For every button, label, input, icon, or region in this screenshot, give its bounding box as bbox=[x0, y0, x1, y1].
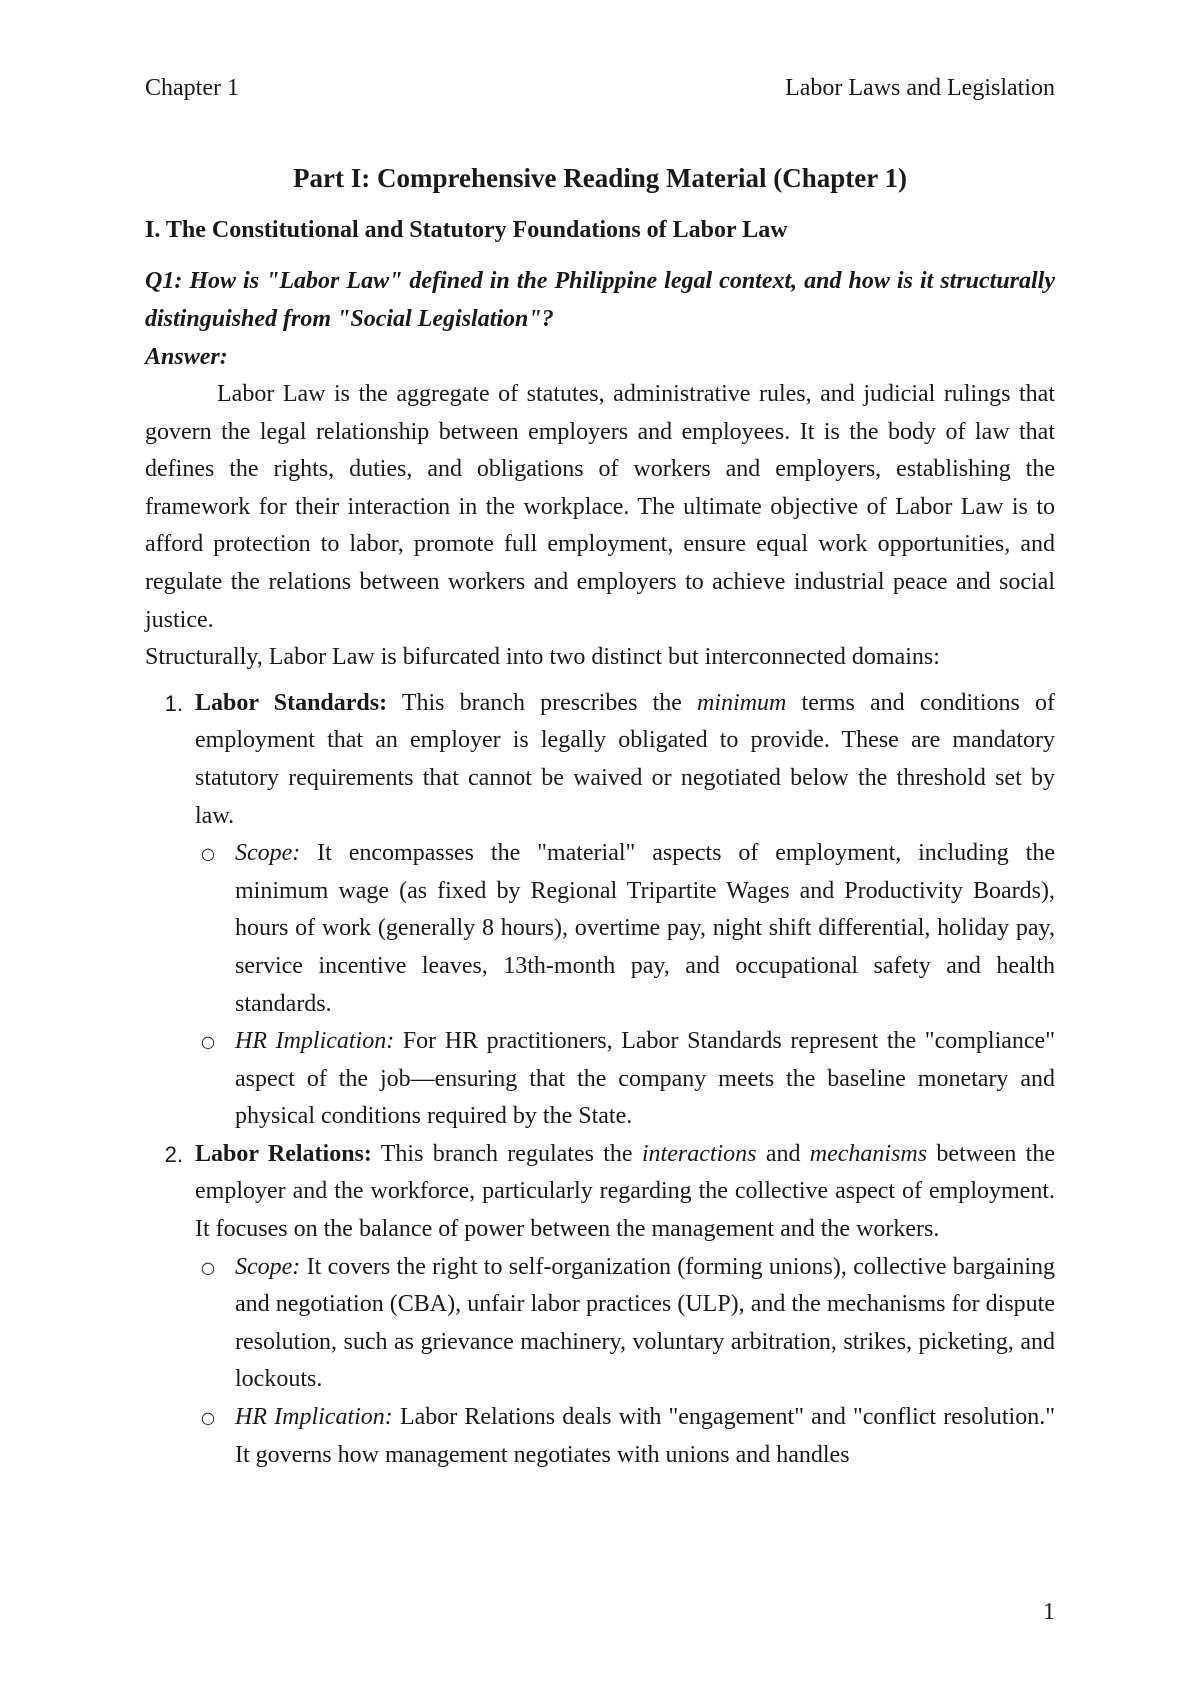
text-run: terms and conditions of employment that an employer is legally obligated to provide. These are mandatory statutory requirements that cannot be waived or negotiated below the threshold set by law. bbox=[195, 689, 1055, 829]
term-label: Labor Standards: bbox=[195, 689, 388, 716]
part-title: Part I: Comprehensive Reading Material (Chapter 1) bbox=[293, 163, 907, 193]
structure-intro: Structurally, Labor Law is bifurcated into two distinct but interconnected domains: bbox=[145, 644, 940, 671]
text-run: between the employer and the workforce, particularly regarding the collective aspect of employment. It focuses on the balance of power between the management and the workers. bbox=[195, 1140, 1055, 1243]
list-number: 1. bbox=[164, 690, 183, 716]
text-run: This branch regulates the bbox=[371, 1140, 642, 1167]
emphasis: minimum bbox=[697, 689, 787, 716]
sub-item-hr-implication bbox=[195, 1023, 1055, 1136]
running-header bbox=[145, 72, 1055, 104]
sub-label: Scope: bbox=[235, 1253, 301, 1280]
sub-label: HR Implication: bbox=[235, 1404, 393, 1431]
sub-item-scope bbox=[195, 835, 1055, 1023]
answer-paragraph: Labor Law is the aggregate of statutes, administrative rules, and judicial rulings that govern the legal relationship between employers and employees. It is the body of law that defines the rights, duties, and obligations of workers and employers, establishing the framework for their interaction in the workplace. The ultimate objective of Labor Law is to afford protection to labor, promote full employment, ensure equal work opportunities, and regulate the relations between workers and employers to achieve industrial peace and social justice. bbox=[145, 381, 1055, 633]
hollow-bullet-icon: ○ bbox=[201, 844, 215, 864]
list-item-text bbox=[195, 685, 1055, 835]
sub-text: It covers the right to self-organization (forming unions), collective bargaining and negotiation (CBA), unfair labor practices (ULP), and the mechanisms for dispute resolution, such as grievance machinery, voluntary arbitration, strikes, picketing, and lockouts. bbox=[235, 1253, 1055, 1393]
list-item-labor-relations bbox=[145, 1136, 1055, 1474]
list-number: 2. bbox=[164, 1141, 183, 1167]
hollow-bullet-icon: ○ bbox=[201, 1408, 215, 1428]
sub-text: For HR practitioners, Labor Standards represent the "compliance" aspect of the job—ensuring that the company meets the baseline monetary and physical conditions required by the State. bbox=[235, 1028, 1055, 1130]
hollow-bullet-icon: ○ bbox=[201, 1257, 215, 1277]
emphasis: interactions bbox=[641, 1140, 757, 1167]
page-number: 1 bbox=[1043, 1599, 1055, 1625]
sub-text: It encompasses the "material" aspects of employment, including the minimum wage (as fixed by Regional Tripartite Wages and Productivity Boards), hours of work (generally 8 hours), overtime pay, night shift differential, holiday pay, service incentive leaves, 13th-month pay, and occupational safety and health standards. bbox=[235, 840, 1055, 1017]
term-label: Labor Relations: bbox=[195, 1140, 372, 1167]
sub-label: HR Implication: bbox=[235, 1028, 395, 1055]
answer-label: Answer: bbox=[145, 344, 228, 370]
sub-item-hr-implication bbox=[195, 1399, 1055, 1474]
list-item-labor-standards bbox=[145, 685, 1055, 1136]
section-title: I. The Constitutional and Statutory Foundations of Labor Law bbox=[145, 217, 788, 243]
text-run: This branch prescribes the bbox=[387, 689, 698, 716]
sub-list bbox=[195, 1249, 1055, 1475]
sub-list bbox=[195, 835, 1055, 1136]
domain-list bbox=[145, 685, 1055, 1474]
question-q1: Q1: How is "Labor Law" defined in the Philippine legal context, and how is it structurally distinguished from "Social Legislation"? bbox=[145, 268, 1055, 332]
hollow-bullet-icon: ○ bbox=[201, 1032, 215, 1052]
header-book-title: Labor Laws and Legislation bbox=[785, 75, 1055, 101]
text-run: and bbox=[756, 1140, 810, 1167]
sub-item-scope bbox=[195, 1249, 1055, 1399]
header-chapter: Chapter 1 bbox=[145, 75, 239, 101]
list-item-text bbox=[195, 1136, 1055, 1249]
sub-text: Labor Relations deals with "engagement" and "conflict resolution." It governs how management negotiates with unions and handles bbox=[235, 1404, 1056, 1468]
emphasis: mechanisms bbox=[809, 1140, 928, 1167]
page-content bbox=[145, 158, 1055, 1474]
sub-label: Scope: bbox=[235, 840, 301, 867]
